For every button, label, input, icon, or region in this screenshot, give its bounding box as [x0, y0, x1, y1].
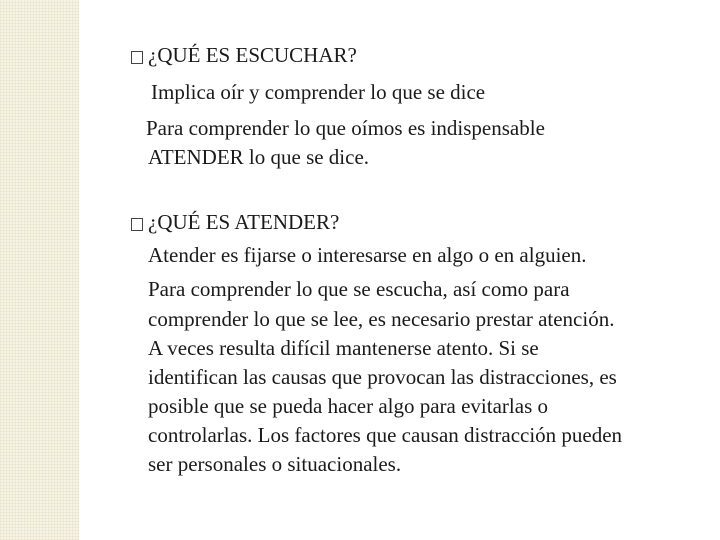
- section1-line2: Para comprender lo que oímos es indispensable: [146, 116, 545, 140]
- section2-paragraph-line4: identifican las causas que provocan las distracciones, es: [148, 365, 617, 389]
- section1-line1: Implica oír y comprender lo que se dice: [151, 80, 486, 104]
- section1-heading: ¿QUÉ ES ESCUCHAR?: [148, 43, 357, 67]
- section2-paragraph-line6: controlarlas. Los factores que causan distracción pueden: [148, 423, 623, 447]
- section2-paragraph-line1: Para comprender lo que se escucha, así como para: [148, 277, 570, 301]
- section2-heading: ¿QUÉ ES ATENDER?: [148, 210, 340, 234]
- bullet-square-icon: [131, 218, 143, 231]
- bullet-square-icon: [131, 51, 143, 64]
- section2-paragraph-line3: A veces resulta difícil mantenerse atento. Si se: [148, 336, 539, 360]
- section2-paragraph-line5: posible que se pueda hacer algo para evitarlas o: [148, 394, 548, 418]
- section2-paragraph-line7: ser personales o situacionales.: [148, 452, 402, 476]
- section2-paragraph-line2: comprender lo que se lee, es necesario prestar atención.: [148, 307, 615, 331]
- decorative-side-strip: [0, 0, 79, 540]
- section2-line1: Atender es fijarse o interesarse en algo o en alguien.: [148, 243, 587, 267]
- section1-line3: ATENDER lo que se dice.: [148, 145, 370, 169]
